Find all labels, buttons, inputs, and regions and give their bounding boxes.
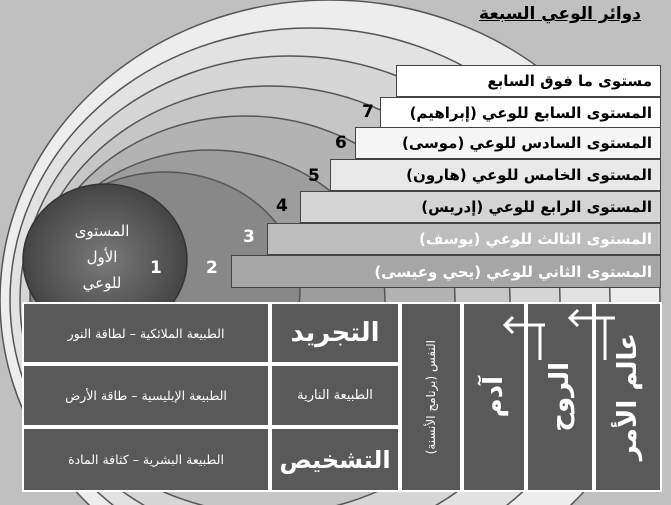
cell-nafs (400, 302, 462, 492)
level-number-4: 4 (276, 196, 288, 216)
row-angelic (22, 302, 270, 364)
level-bar-5 (330, 159, 661, 191)
level-number-7: 7 (362, 102, 374, 122)
level-number-1: 1 (150, 258, 162, 278)
first-level-line-2: الأول (86, 248, 118, 266)
nariya-text: الطبيعة النارية (297, 388, 373, 403)
nafs-text: النفس (برنامج الأنسنة) (424, 339, 438, 455)
level-bar-above-7 (396, 65, 661, 97)
natures-table (22, 302, 662, 492)
cell-ruh (526, 302, 594, 492)
level-number-6: 6 (335, 133, 347, 153)
level-label: المستوى الخامس للوعي (هارون) (406, 166, 652, 184)
level-bar-3 (267, 223, 661, 255)
level-label: المستوى الثاني للوعي (يحي وعيسى) (374, 262, 652, 281)
level-number-3: 3 (243, 227, 255, 247)
adam-text: آدم (479, 376, 509, 418)
first-level-label (64, 218, 140, 296)
diagram-title: دوائر الوعي السبعة (479, 4, 641, 24)
row-angelic-text: الطبيعة الملائكية – لطاقة النور (67, 325, 225, 341)
row-satanic (22, 364, 270, 427)
level-label: المستوى الرابع للوعي (إدريس) (421, 198, 652, 216)
ruh-text: الروح (545, 362, 575, 432)
level-label: المستوى الثالث للوعي (يوسف) (418, 230, 652, 248)
cell-adam (462, 302, 526, 492)
first-level-line-1: المستوى (74, 222, 130, 240)
level-bar-2 (231, 255, 661, 288)
level-bar-7 (380, 97, 661, 129)
level-bar-6 (355, 127, 661, 159)
cell-tashkhis (270, 427, 400, 492)
level-number-2: 2 (206, 258, 218, 278)
level-label: المستوى السابع للوعي (إبراهيم) (409, 104, 652, 122)
first-level-line-3: للوعي (82, 274, 122, 292)
alam-alamr-text: عالم الأمر (613, 333, 643, 461)
row-satanic-text: الطبيعة الإبليسية – طاقة الأرض (65, 388, 227, 403)
level-bar-4 (300, 191, 661, 223)
cell-nariya (270, 364, 400, 427)
cell-tajrid (270, 302, 400, 364)
level-label: المستوى السادس للوعي (موسى) (401, 134, 652, 152)
row-human (22, 427, 270, 492)
level-label: مستوى ما فوق السابع (487, 72, 652, 90)
row-human-text: الطبيعة البشرية – كثافة المادة (68, 452, 224, 467)
tashkhis-text: التشخيص (279, 445, 391, 474)
cell-alam-alamr (594, 302, 662, 492)
level-number-5: 5 (308, 166, 320, 186)
tajrid-text: التجريد (290, 318, 380, 348)
